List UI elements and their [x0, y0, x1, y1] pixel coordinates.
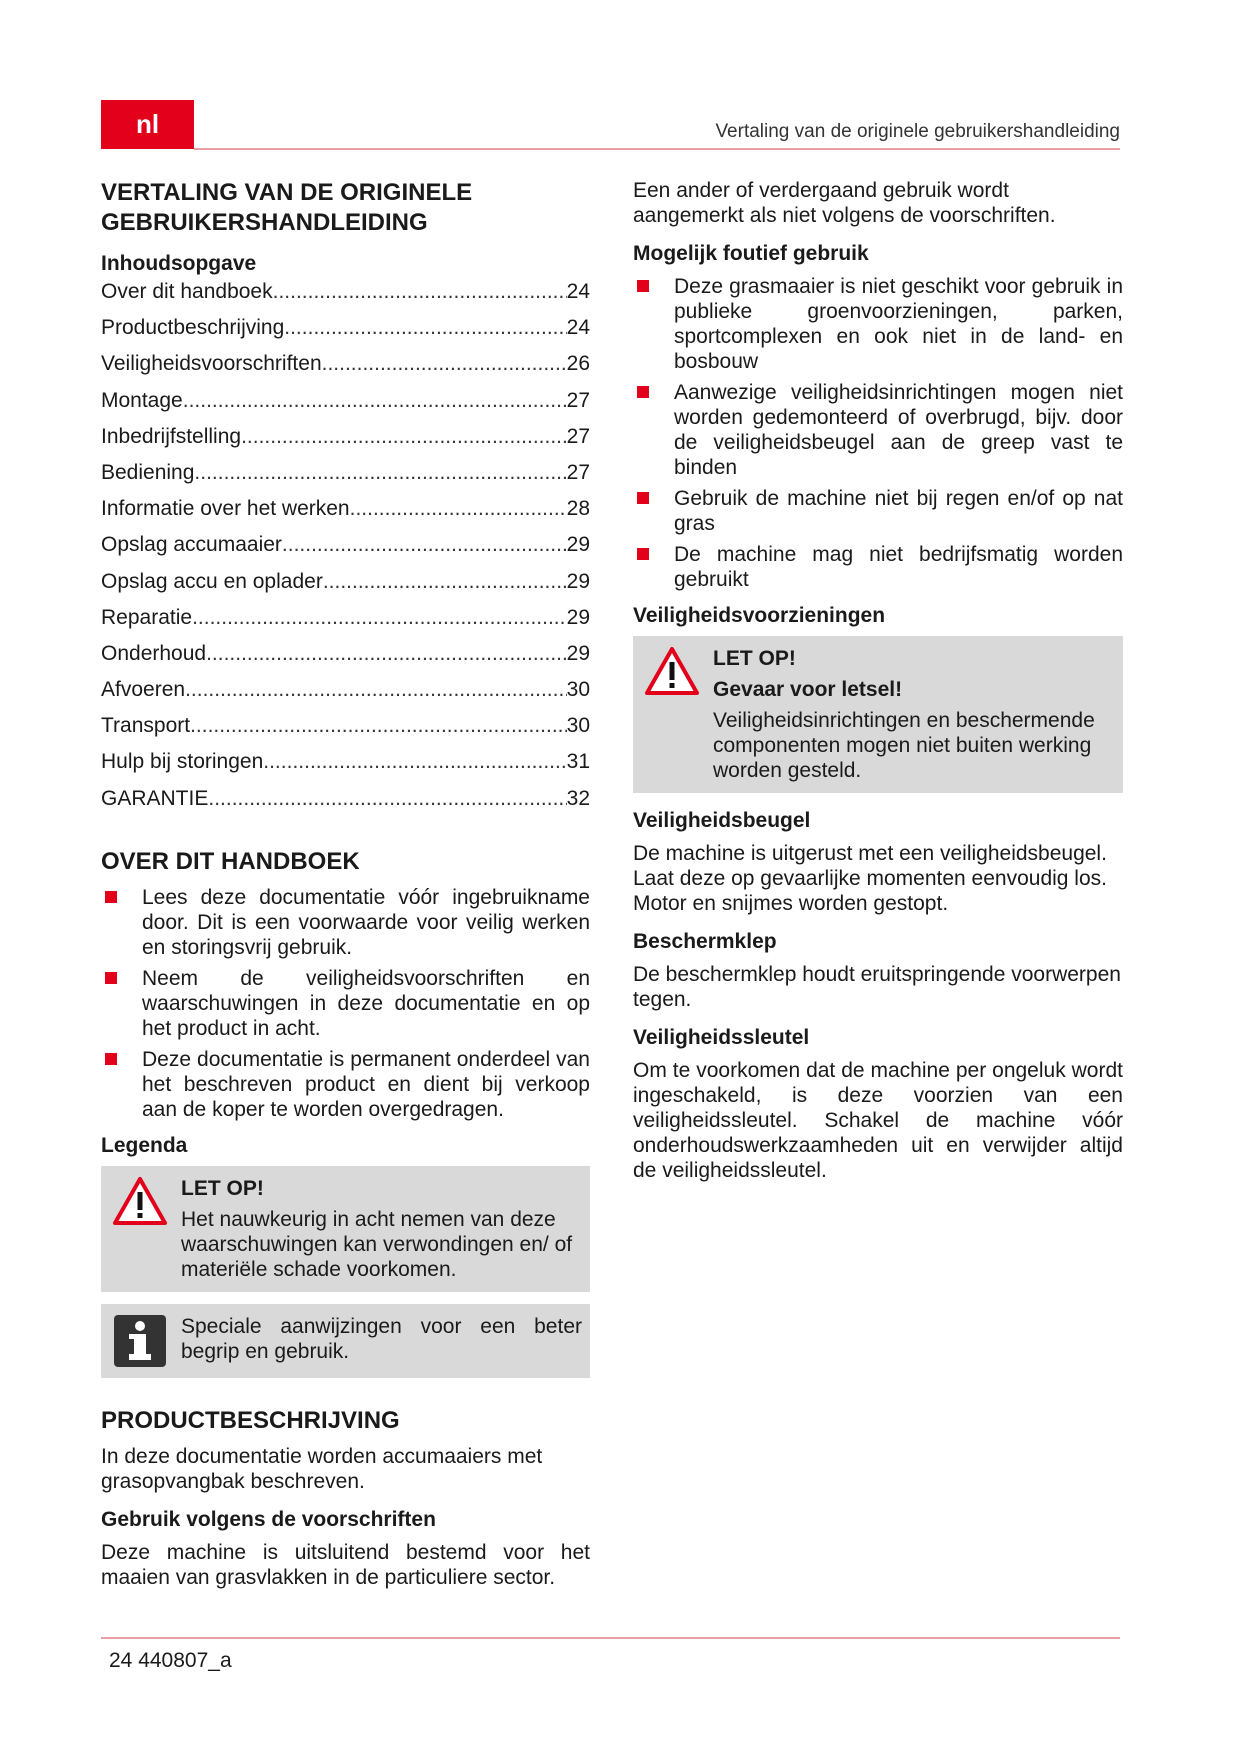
toc-entry[interactable]: Hulp bij storingen ..... 31 [101, 750, 590, 786]
legenda-heading: Legenda [101, 1133, 188, 1157]
bullet-square-icon [105, 972, 117, 984]
klep-text: De beschermklep houdt eruitspringende voorwerpen tegen. [633, 963, 1121, 1011]
bullet-square-icon [637, 548, 649, 560]
list-item: Deze documentatie is permanent onderdeel van het beschreven product en dient bij verkoop aan de koper te worden overgedragen. [101, 1047, 590, 1122]
safety-heading: Veiligheidsvoorzieningen [633, 604, 886, 627]
toc-entry[interactable]: Productbeschrijving ..... 24 [101, 316, 590, 352]
bullet-square-icon [637, 386, 649, 398]
list-item: Gebruik de machine niet bij regen en/of op nat gras [633, 486, 1123, 536]
info-icon [111, 1314, 169, 1368]
usage-text: Deze machine is uitsluitend bestemd voor het maaien van grasvlakken in de particuliere sector. [101, 1540, 590, 1589]
toc-entry[interactable]: Veiligheidsvoorschriften ..... 26 [101, 352, 590, 388]
bullet-square-icon [105, 1053, 117, 1065]
bullet-square-icon [105, 891, 117, 903]
list-item: Aanwezige veiligheidsinrichtingen mogen niet worden gedemonteerd of overbrugd, bijv. door de veiligheidsbeugel aan de greep vast te binden [633, 380, 1123, 480]
list-item: De machine mag niet bedrijfsmatig worden gebruikt [633, 542, 1123, 592]
section-heading-over: OVER DIT HANDBOEK [101, 847, 360, 875]
toc-entry[interactable]: Onderhoud ..... 29 [101, 642, 590, 678]
toc-heading: Inhoudsopgave [101, 252, 257, 275]
klep-heading: Beschermklep [633, 930, 777, 953]
footer-divider [101, 1637, 1120, 1639]
toc-entry[interactable]: Transport ..... 30 [101, 714, 590, 750]
running-header-title: Vertaling van de originele gebruikershandleiding [715, 121, 1120, 142]
section-heading-product: PRODUCTBESCHRIJVING [101, 1406, 400, 1434]
toc-entry[interactable]: Afvoeren ..... 30 [101, 678, 590, 714]
toc-entry[interactable]: Bediening ..... 27 [101, 461, 590, 497]
warning-triangle-icon [111, 1176, 169, 1282]
toc-entry[interactable]: Opslag accu en oplader ..... 29 [101, 570, 590, 606]
left-column [101, 178, 590, 1604]
toc-entry[interactable]: Reparatie ..... 29 [101, 606, 590, 642]
legend-info-box [101, 1304, 590, 1378]
list-item: Deze grasmaaier is niet geschikt voor gebruik in publieke groenvoorzieningen, parken, sportcomplexen en ook niet in de land- en bosbouw [633, 274, 1123, 374]
warning-triangle-icon [643, 646, 701, 783]
safety-warning-text: Veiligheidsinrichtingen en beschermende componenten mogen niet buiten werking worden gesteld. [713, 709, 1095, 782]
safety-warning-box [633, 636, 1123, 793]
sleutel-text: Om te voorkomen dat de machine per ongeluk wordt ingeschakeld, is deze voorzien van een veiligheidssleutel. Schakel de machine vóór onderhoudswerkzaamheden uit en verwijder altijd de veiligheidssleutel. [633, 1059, 1123, 1182]
beugel-text: De machine is uitgerust met een veiligheidsbeugel. Laat deze op gevaarlijke momenten eenvoudig los. Motor en snijmes worden gestopt. [633, 842, 1107, 915]
intro-text: Een ander of verdergaand gebruik wordt aangemerkt als niet volgens de voorschriften. [633, 179, 1056, 227]
safety-warning-title: LET OP! [713, 647, 796, 670]
list-item: Neem de veiligheidsvoorschriften en waarschuwingen in deze documentatie en op het product in acht. [101, 966, 590, 1041]
header-divider [194, 148, 1120, 150]
language-tab: nl [101, 100, 194, 149]
toc-entry[interactable]: Informatie over het werken ..... 28 [101, 497, 590, 533]
beugel-heading: Veiligheidsbeugel [633, 809, 811, 832]
product-text: In deze documentatie worden accumaaiers met grasopvangbak beschreven. [101, 1444, 543, 1493]
toc-entry[interactable]: Montage ..... 27 [101, 389, 590, 425]
toc-entry[interactable]: Opslag accumaaier ..... 29 [101, 533, 590, 569]
sleutel-heading: Veiligheidssleutel [633, 1026, 810, 1049]
legend-info-text: Speciale aanwijzingen voor een beter begrip en gebruik. [181, 1314, 582, 1363]
toc-entry[interactable]: Inbedrijfstelling ..... 27 [101, 425, 590, 461]
misuse-bullet-list [633, 274, 1123, 592]
legend-warning-box [101, 1166, 590, 1292]
legend-warning-text: Het nauwkeurig in acht nemen van deze waarschuwingen kan verwondingen en/ of materiële schade voorkomen. [181, 1207, 573, 1281]
toc-entry[interactable]: GARANTIE ..... 32 [101, 787, 590, 823]
bullet-square-icon [637, 280, 649, 292]
right-column [633, 178, 1123, 1197]
table-of-contents [101, 280, 590, 823]
document-title: VERTALING VAN DE ORIGINELE GEBRUIKERSHANDLEIDING [101, 179, 473, 236]
over-bullet-list [101, 885, 590, 1122]
misuse-heading: Mogelijk foutief gebruik [633, 242, 869, 265]
list-item: Lees deze documentatie vóór ingebruikname door. Dit is een voorwaarde voor veilig werken en storingsvrij gebruik. [101, 885, 590, 960]
safety-warning-subtitle: Gevaar voor letsel! [713, 678, 903, 701]
toc-entry[interactable]: Over dit handboek ..... 24 [101, 280, 590, 316]
usage-heading: Gebruik volgens de voorschriften [101, 1507, 436, 1531]
legend-warning-title: LET OP! [181, 1176, 264, 1200]
bullet-square-icon [637, 492, 649, 504]
page-number-code: 24 440807_a [109, 1649, 232, 1672]
